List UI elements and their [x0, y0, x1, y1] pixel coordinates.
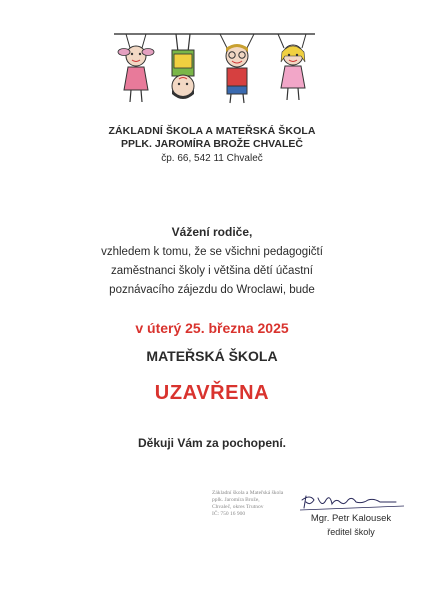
closure-status: UZAVŘENA	[154, 382, 270, 404]
body-line: zaměstnanci školy i většina dětí účastní	[111, 265, 313, 277]
closure-date: v úterý 25. března 2025	[135, 320, 289, 336]
stamp-line: IČ: 750 16 900	[212, 511, 246, 517]
stamp-line: Chvaleč, okres Trutnov	[212, 504, 264, 510]
stamp-line: pplk. Jaromíra Brože,	[212, 497, 260, 503]
institution-name: MATEŘSKÁ ŠKOLA	[146, 348, 278, 364]
director-name: Mgr. Petr Kalousek	[310, 513, 392, 524]
director-role: ředitel školy	[327, 527, 375, 537]
hanging-kids-illustration	[112, 30, 317, 106]
school-subname: PPLK. JAROMÍRA BROŽE CHVALEČ	[120, 138, 303, 150]
body-line: poznávacího zájezdu do Wroclawi, bude	[109, 284, 315, 296]
school-address: čp. 66, 542 11 Chvaleč	[161, 153, 263, 164]
kid-girl-blonde	[278, 34, 306, 100]
kid-girl-pigtails	[118, 34, 154, 102]
thanks-line: Děkuji Vám za pochopení.	[137, 436, 287, 450]
kid-boy-glasses	[220, 34, 254, 103]
stamp-line: Základní škola a Mateřská škola	[212, 490, 284, 496]
school-stamp	[212, 490, 296, 518]
salutation: Vážení rodiče,	[171, 225, 253, 239]
body-line: vzhledem k tomu, že se všichni pedagogičtí	[101, 246, 323, 258]
school-name: ZÁKLADNÍ ŠKOLA A MATEŘSKÁ ŠKOLA	[108, 125, 316, 137]
kid-boy-upside-down	[172, 34, 194, 99]
